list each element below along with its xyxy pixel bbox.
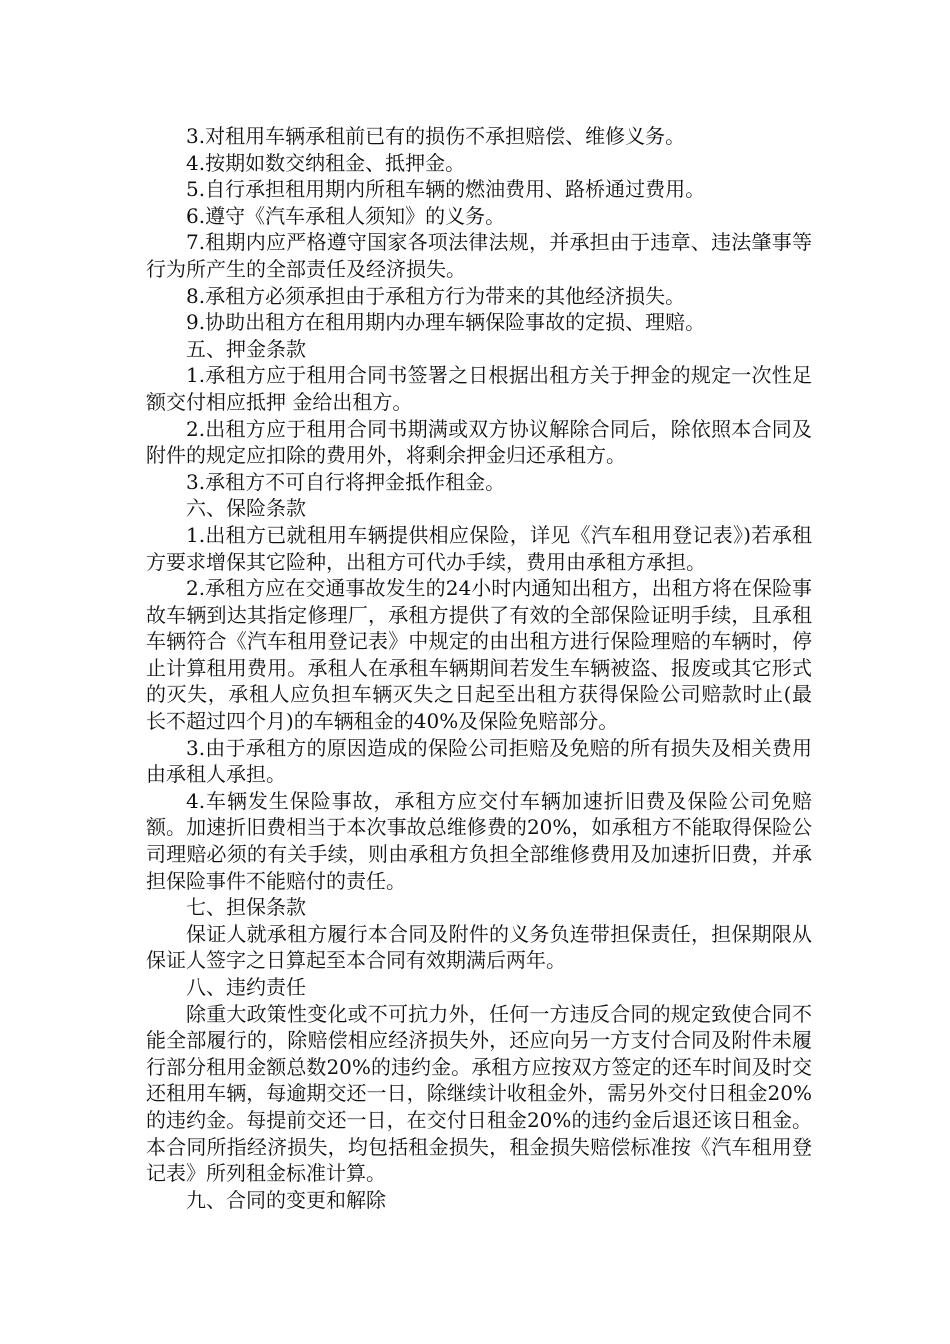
section-heading: 六、保险条款 (186, 496, 306, 521)
paragraph: 3.由于承租方的原因造成的保险公司拒赔及免赔的所有损失及相关费用由承租人承担。 (146, 735, 812, 787)
section-heading: 八、违约责任 (186, 975, 306, 999)
section-heading: 九、合同的变更和解除 (186, 1187, 386, 1212)
document-body (146, 123, 812, 1213)
paragraph: 4.车辆发生保险事故，承租方应交付车辆加速折旧费及保险公司免赔额。加速折旧费相当于本次事故总维修费的20%，如承租方不能取得保险公司理赔必须的有关手续，则由承租方负担全部维修费用及加速折旧费，并承担保险事件不能赔付的责任。 (146, 788, 812, 893)
paragraph: 2.承租方应在交通事故发生的24小时内通知出租方，出租方将在保险事故车辆到达其指定修理厂，承租方提供了有效的全部保险证明手续，且承租车辆符合《汽车租用登记表》中规定的由出租方进行保险理赔的车辆时，停止计算租用费用。承租人在承租车辆期间若发生车辆被盗、报废或其它形式的灭失，承租人应负担车辆灭失之日起至出租方获得保险公司赔款时止(最长不超过四个月)的车辆租金的40%及保险免赔部分。 (146, 576, 812, 734)
paragraph: 2.出租方应于租用合同书期满或双方协议解除合同后，除依照本合同及附件的规定应扣除的费用外，将剩余押金归还承租方。 (146, 416, 812, 468)
paragraph: 3.对租用车辆承租前已有的损伤不承担赔偿、维修义务。 (186, 124, 686, 148)
section-heading: 七、担保条款 (186, 895, 306, 920)
paragraph: 保证人就承租方履行本合同及附件的义务负连带担保责任，担保期限从保证人签字之日算起至本合同有效期满后两年。 (146, 921, 812, 973)
paragraph: 除重大政策性变化或不可抗力外，任何一方违反合同的规定致使合同不能全部履行的，除赔偿相应经济损失外，还应向另一方支付合同及附件未履行部分租用金额总数20%的违约金。承租方应按双方签定的还车时间及时交还租用车辆，每逾期交还一日，除继续计收租金外，需另外交付日租金20%的违约金。每提前交还一日，在交付日租金20%的违约金后退还该日租金。本合同所指经济损失，均包括租金损失，租金损失赔偿标准按《汽车租用登记表》所列租金标准计算。 (146, 1001, 812, 1186)
paragraph: 5.自行承担租用期内所租车辆的燃油费用、路桥通过费用。 (186, 177, 706, 202)
paragraph: 8.承租方必须承担由于承租方行为带来的其他经济损失。 (186, 283, 686, 308)
paragraph: 3.承租方不可自行将押金抵作租金。 (186, 469, 506, 494)
paragraph: 9.协助出租方在租用期内办理车辆保险事故的定损、理赔。 (186, 310, 706, 335)
paragraph: 4.按期如数交纳租金、抵押金。 (186, 150, 466, 175)
paragraph: 7.租期内应严格遵守国家各项法律法规，并承担由于违章、违法肇事等行为所产生的全部责任及经济损失。 (146, 230, 812, 281)
section-heading: 五、押金条款 (186, 336, 306, 361)
paragraph: 1.出租方已就租用车辆提供相应保险，详见《汽车租用登记表》)若承租方要求增保其它险种，出租方可代办手续，费用由承租方承担。 (146, 522, 812, 574)
paragraph: 6.遵守《汽车承租人须知》的义务。 (186, 203, 506, 228)
paragraph: 1.承租方应于租用合同书签署之日根据出租方关于押金的规定一次性足额交付相应抵押 金给出租方。 (146, 363, 812, 414)
